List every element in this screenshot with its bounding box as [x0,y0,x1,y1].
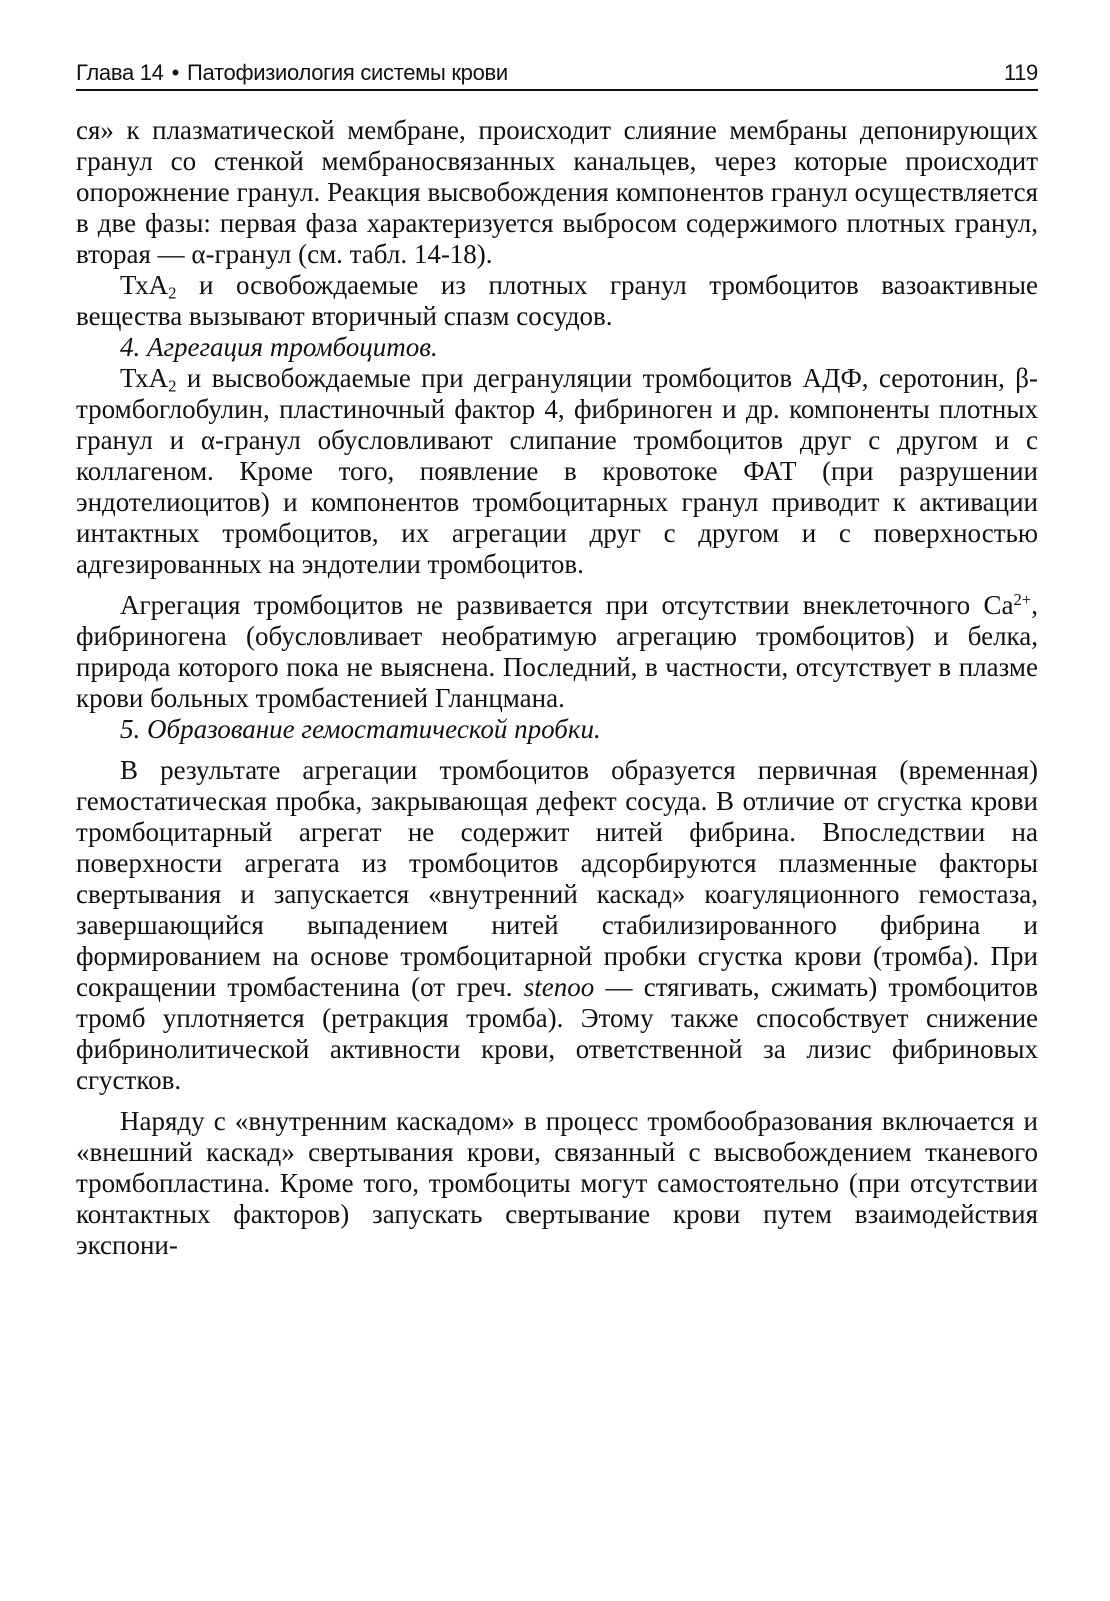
book-page [76,60,1038,1261]
running-header [76,60,1038,91]
page-number: 119 [1003,60,1038,85]
paragraph-5-text-a: В результате агрегации тромбоцитов образуется первичная (временная) гемостатическая пробка, закрывающая дефект сосуда. В отличие от сгустка крови тромбоцитарный агрегат не содержит нитей фибрина. Впоследствии на поверхности агрегата из тромбоцитов адсорбируются плазменные факторы свертывания и запускается «внутренний каскад» коагуляционного гемостаза, завершающийся выпадением нитей стабилизированного фибрина и формированием на основе тромбоцитарной пробки сгустка крови (тромба). При сокращении тромбастенина (от греч. [76,755,1038,1002]
paragraph-4 [76,590,1038,714]
paragraph-2-text: и освобождаемые из плотных гранул тромбоцитов вазоактивные вещества вызывают вторичный спазм сосудов. [76,270,1038,331]
body-text [76,115,1038,1261]
paragraph-3-text: и высвобождаемые при дегрануляции тромбоцитов АДФ, серотонин, β-тромбоглобулин, пластиночный фактор 4, фибриноген и др. компоненты плотных гранул и α-гранул обусловливают слипание тромбоцитов друг с другом и с коллагеном. Кроме того, появление в кровотоке ФАТ (при разрушении эндотелиоцитов) и компонентов тромбоцитарных гранул приводит к активации интактных тромбоцитов, их агрегации друг с другом и с поверхностью адгезированных на эндотелии тромбоцитов. [76,363,1038,579]
paragraph-6: Наряду с «внутренним каскадом» в процесс тромбообразования включается и «внешний каскад» свертывания крови, связанный с высвобождением тканевого тромбопластина. Кроме того, тромбоциты могут самостоятельно (при отсутствии контактных факторов) запускать свертывание крови путем взаимодействия экспони- [76,1106,1038,1260]
greek-term: stenoo [523,972,595,1002]
paragraph-4-text-b: , фибриногена (обусловливает необратимую агрегацию тромбоцитов) и белка, природа которого пока не выяснена. Последний, в частности, отсутствует в плазме крови больных тромбастенией Гланцмана. [76,590,1038,713]
superscript: 2+ [1013,589,1032,609]
subscript: 2 [168,283,177,303]
txa2-prefix: ТхА [120,363,169,393]
paragraph-5 [76,755,1038,1096]
paragraph-1: ся» к плазматической мембране, происходит слияние мембраны депонирующих гранул со стенкой мембраносвязанных канальцев, через которые происходит опорожнение гранул. Реакция высвобождения компонентов гранул осуществляется в две фазы: первая фаза характеризуется выбросом содержимого плотных гранул, вторая — α-гранул (см. табл. 14-18). [76,115,1038,269]
chapter-label: Глава 14 [76,60,164,85]
paragraph-4-text-a: Агрегация тромбоцитов не развивается при отсутствии внеклеточного Са [120,590,1014,620]
running-header-left [76,60,508,86]
bullet-separator: • [171,60,180,85]
paragraph-2 [76,270,1038,332]
section-heading-4: 4. Агрегация тромбоцитов. [120,332,438,362]
section-heading-5: 5. Образование гемостатической пробки. [120,714,601,744]
paragraph-5-text-b: — стягивать, сжимать) тромбоцитов тромб уплотняется (ретракция тромба). Этому также способствует снижение фибринолитической активности крови, ответственной за лизис фибриновых сгустков. [76,972,1038,1095]
paragraph-3 [76,363,1038,580]
chapter-title: Патофизиология системы крови [187,60,508,85]
subscript: 2 [168,376,177,396]
txa2-prefix: ТхА [120,270,169,300]
